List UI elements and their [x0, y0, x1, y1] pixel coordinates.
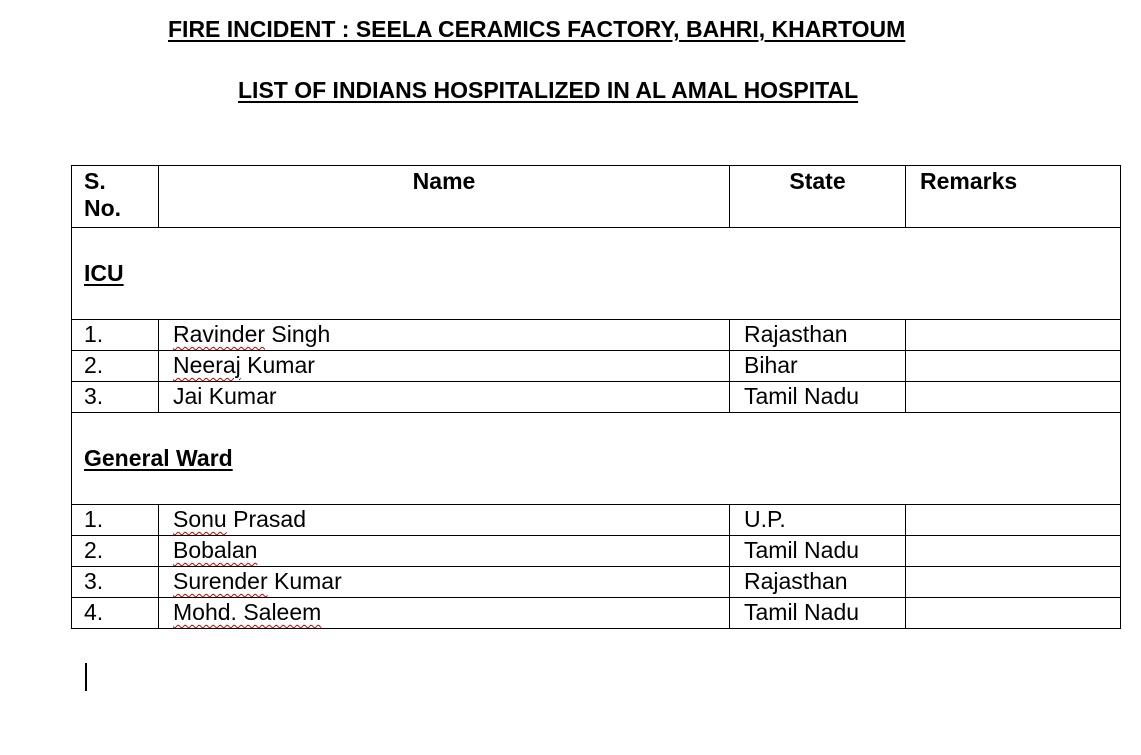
- remarks-cell: [906, 351, 1121, 382]
- name-rest: Kumar: [267, 568, 342, 594]
- section-label: General Ward: [84, 445, 233, 471]
- name-cell: [159, 382, 730, 413]
- name-cell: [159, 505, 730, 536]
- document-title: FIRE INCIDENT : SEELA CERAMICS FACTORY, BAHRI, KHARTOUM: [168, 16, 906, 42]
- text-cursor: [85, 663, 87, 691]
- sno-cell: 2.: [72, 351, 159, 382]
- table-row: [72, 567, 1121, 598]
- name-flagged-word: Surender: [173, 568, 268, 594]
- table-row: [72, 320, 1121, 351]
- section-row: [72, 413, 1121, 505]
- state-cell: Rajasthan: [730, 320, 906, 351]
- table-row: [72, 598, 1121, 629]
- header-state: State: [730, 166, 906, 228]
- name-cell: [159, 320, 730, 351]
- remarks-cell: [906, 598, 1121, 629]
- sno-cell: 1.: [72, 320, 159, 351]
- table-header-row: [72, 166, 1121, 228]
- name-flagged-word: Bobalan: [173, 537, 258, 563]
- header-name: Name: [159, 166, 730, 228]
- section-label: ICU: [84, 260, 124, 286]
- name-cell: [159, 351, 730, 382]
- section-cell: [72, 228, 1121, 320]
- table-row: [72, 351, 1121, 382]
- remarks-cell: [906, 382, 1121, 413]
- name-rest: Jai Kumar: [173, 383, 277, 409]
- state-cell: U.P.: [730, 505, 906, 536]
- hospitalized-list-table: [71, 165, 1121, 629]
- table-row: [72, 536, 1121, 567]
- state-cell: Tamil Nadu: [730, 536, 906, 567]
- remarks-cell: [906, 505, 1121, 536]
- header-remarks: Remarks: [906, 166, 1121, 228]
- sno-cell: 3.: [72, 382, 159, 413]
- name-flagged-word: Mohd. Saleem: [173, 599, 322, 625]
- header-sno: S. No.: [72, 166, 159, 228]
- name-flagged-word: Neeraj: [173, 352, 241, 378]
- remarks-cell: [906, 567, 1121, 598]
- name-rest: Kumar: [240, 352, 315, 378]
- name-cell: [159, 598, 730, 629]
- sno-cell: 3.: [72, 567, 159, 598]
- name-rest: Prasad: [226, 506, 306, 532]
- remarks-cell: [906, 320, 1121, 351]
- sno-cell: 1.: [72, 505, 159, 536]
- name-rest: Singh: [265, 321, 331, 347]
- name-cell: [159, 536, 730, 567]
- document-subtitle: LIST OF INDIANS HOSPITALIZED IN AL AMAL HOSPITAL: [238, 77, 859, 103]
- name-cell: [159, 567, 730, 598]
- name-flagged-word: Ravinder: [173, 321, 266, 347]
- section-cell: [72, 413, 1121, 505]
- table-row: [72, 505, 1121, 536]
- state-cell: Tamil Nadu: [730, 598, 906, 629]
- state-cell: Tamil Nadu: [730, 382, 906, 413]
- sno-cell: 2.: [72, 536, 159, 567]
- state-cell: Bihar: [730, 351, 906, 382]
- remarks-cell: [906, 536, 1121, 567]
- state-cell: Rajasthan: [730, 567, 906, 598]
- section-row: [72, 228, 1121, 320]
- name-flagged-word: Sonu: [173, 506, 227, 532]
- sno-cell: 4.: [72, 598, 159, 629]
- table-row: [72, 382, 1121, 413]
